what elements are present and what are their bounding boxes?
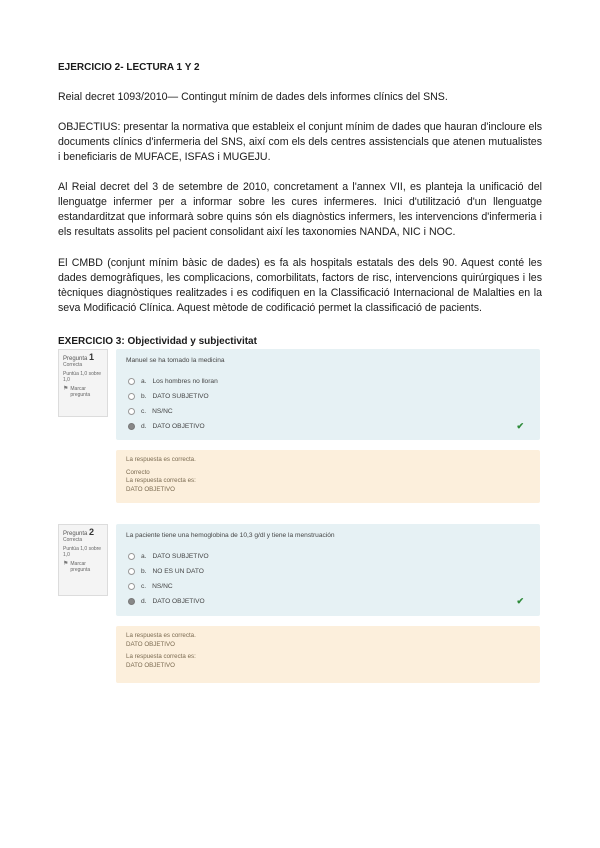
option-text: Los hombres no lloran (152, 378, 218, 385)
question-label: Pregunta (63, 356, 88, 362)
question-text: La paciente tiene una hemoglobina de 10,3 g/dl y tiene la menstruación (126, 532, 335, 539)
radio-button[interactable] (128, 393, 135, 400)
question-label: Pregunta (63, 531, 88, 537)
question-score: Puntúa 1,0 sobre 1,0 (63, 371, 102, 383)
question-score: Puntúa 1,0 sobre 1,0 (63, 546, 102, 558)
check-icon: ✔ (516, 421, 524, 431)
exercise-3-heading: EXERCICIO 3: Objectividad y subjectivitat (58, 336, 257, 347)
question-number: 1 (89, 352, 95, 362)
option-text: NS/NC (152, 583, 173, 590)
feedback-box-2 (116, 626, 540, 683)
correct-answer-label: La respuesta correcta es: (126, 477, 196, 484)
answer-option-d[interactable]: d. DATO OBJETIVO ✔ (126, 594, 530, 609)
flag-question-label: Marcar pregunta (70, 561, 91, 573)
answer-option-c[interactable]: c. NS/NC (126, 579, 530, 594)
decree-paragraph: Al Reial decret del 3 de setembre de 2010, concretament a l'annex VII, es planteja la unificació del llenguatge infermer per a informar sobre les cures infermeres. Inici d'utilització d'un llenguatge estandarditzat que informarà sobre quins són els diagnòstics infermers, les intervencions d'infermeria i els resultats assolits pel pacient consolidant així les taxonomies NANDA, NIC i NOC. (58, 181, 542, 238)
feedback-text: La respuesta es correcta. (126, 632, 196, 639)
question-info-1 (58, 349, 108, 417)
option-text: DATO OBJETIVO (152, 423, 205, 430)
option-text: DATO OBJETIVO (152, 598, 205, 605)
question-box-2 (116, 524, 540, 616)
question-info-2 (58, 524, 108, 596)
radio-button-selected[interactable] (128, 598, 135, 605)
option-text: DATO SUBJETIVO (152, 553, 209, 560)
question-card-1 (58, 349, 540, 493)
radio-button-selected[interactable] (128, 423, 135, 430)
feedback-result: DATO OBJETIVO (126, 640, 175, 648)
option-text: NS/NC (152, 408, 173, 415)
flag-question-link[interactable] (63, 386, 103, 398)
radio-button[interactable] (128, 378, 135, 385)
question-text: Manuel se ha tomado la medicina (126, 357, 225, 364)
answer-option-b[interactable]: b. NO ES UN DATO (126, 564, 530, 579)
objectives-paragraph: OBJECTIUS: presentar la normativa que estableix el conjunt mínim de dades que hauran d'incloure els documents clínics d'infermeria del SNS, així com els dels centres assistencials que atenen mutualistes i beneficiaris de MUFACE, ISFAS i MUGEJU. (58, 121, 542, 163)
option-text: DATO SUBJETIVO (152, 393, 209, 400)
answer-option-c[interactable]: c. NS/NC (126, 404, 530, 419)
feedback-result: Correcto (126, 468, 150, 476)
question-number: 2 (89, 527, 95, 537)
decree-line: Reial decret 1093/2010— Contingut mínim de dades dels informes clínics del SNS. (58, 91, 448, 103)
feedback-text: La respuesta es correcta. (126, 456, 196, 463)
radio-button[interactable] (128, 553, 135, 560)
flag-icon: ⚑ (63, 386, 69, 392)
cmbd-paragraph: El CMBD (conjunt mínim bàsic de dades) es fa als hospitals estatals des dels 90. Aquest conté les dades demogràfiques, les complicacions, comorbilitats, factors de risc, intervencions quirúrgiques i les tècniques diagnòstiques realitzades i es codifiquen en la Classificació Internacional de Malalties en la seva Modificació Clínica. Aquest mètode de codificació permet la classificació de pacients. (58, 257, 542, 314)
flag-icon: ⚑ (63, 561, 69, 567)
exercise-2-heading: EJERCICIO 2- LECTURA 1 Y 2 (58, 62, 200, 73)
question-status: Correcta (63, 362, 83, 368)
radio-button[interactable] (128, 408, 135, 415)
radio-button[interactable] (128, 583, 135, 590)
question-box-1 (116, 349, 540, 440)
answer-option-a[interactable]: a. DATO SUBJETIVO (126, 549, 530, 564)
question-status: Correcta (63, 537, 83, 543)
option-text: NO ES UN DATO (152, 568, 204, 575)
correct-answer-label: La respuesta correcta es: (126, 653, 196, 660)
flag-question-link[interactable] (63, 561, 103, 573)
answer-option-b[interactable]: b. DATO SUBJETIVO (126, 389, 530, 404)
feedback-box-1 (116, 450, 540, 503)
question-card-2 (58, 524, 540, 684)
correct-answer: DATO OBJETIVO (126, 485, 175, 493)
check-icon: ✔ (516, 596, 524, 606)
flag-question-label: Marcar pregunta (70, 386, 91, 398)
answer-option-a[interactable]: a. Los hombres no lloran (126, 374, 530, 389)
answer-option-d[interactable]: d. DATO OBJETIVO ✔ (126, 419, 530, 434)
radio-button[interactable] (128, 568, 135, 575)
correct-answer: DATO OBJETIVO (126, 661, 175, 669)
